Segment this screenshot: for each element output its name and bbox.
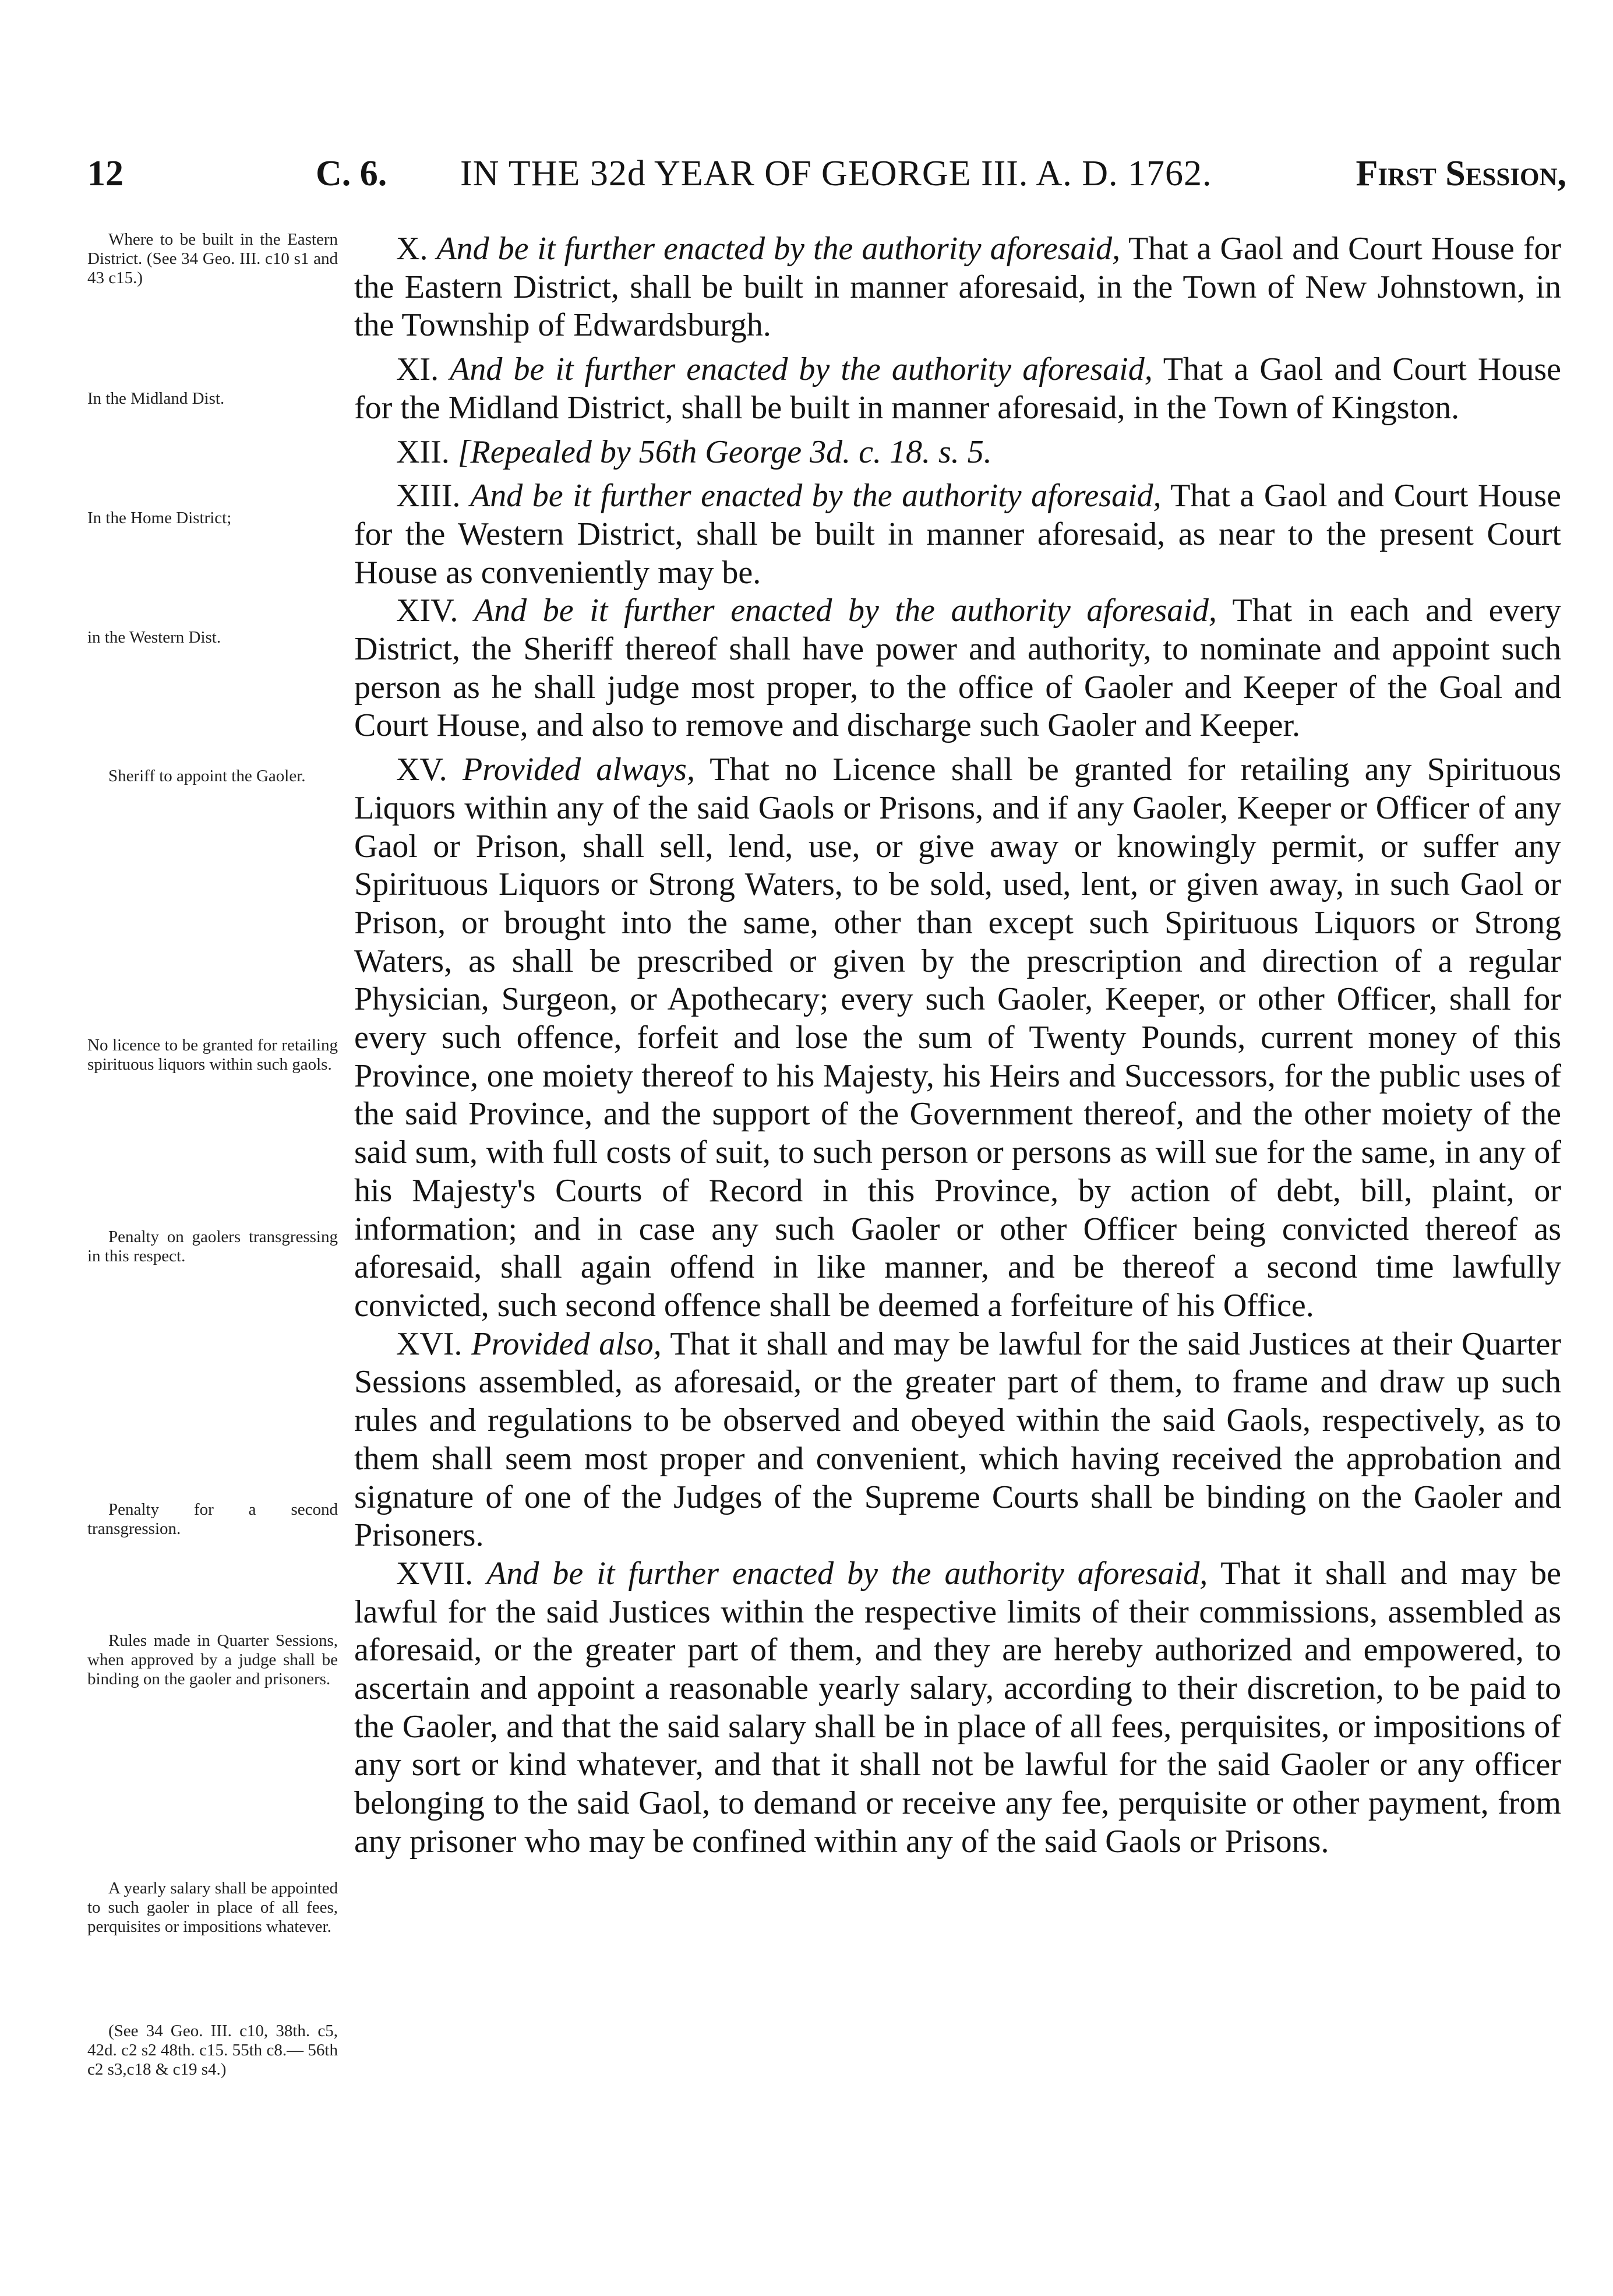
margin-note-eastern: Where to be built in the Eastern District. (See 34 Geo. III. c10 s1 and 43 c15.) [87,230,338,287]
margin-note-licence: No licence to be granted for retailing spirituous liquors within such gaols. [87,1036,338,1074]
margin-note-penalty: Penalty on gaolers transgressing in this respect. [87,1228,338,1265]
margin-note-home: In the Home District; [87,509,232,527]
section-xvii: XVII. And be it further enacted by the authority aforesaid, That it shall and may be lawful for the said Justices within the respective limits of their commissions, assembled as aforesaid, or the greater part of them, and they are hereby authorized and empowered, to ascertain and appoint a reasonable yearly salary, according to their discretion, to be paid to the Gaoler, and that the said salary shall be in place of all fees, perquisites, or impositions of any sort or kind whatever, and that it shall not be lawful for the said Gaoler or any officer belonging to the said Gaol, to demand or receive any fee, perquisite or other payment, from any prisoner who may be confined within any of the said Gaols or Prisons. [354,1555,1561,1860]
margin-note-second-penalty: Penalty for a second transgression. [87,1500,338,1538]
section-xii: XII. [Repealed by 56th George 3d. c. 18. s. 5. [396,433,992,470]
margin-note-sheriff: Sheriff to appoint the Gaoler. [108,767,306,785]
section-xiv: XIV. And be it further enacted by the authority aforesaid, That in each and every District, the Sheriff thereof shall have power and authority, to nominate and appoint such person as he shall judge most proper, to the office of Gaoler and Keeper of the Goal and Court House, and also to remove and discharge such Gaoler and Keeper. [354,592,1562,744]
chapter-label: C. 6. [316,154,387,193]
main-text [354,230,1561,1861]
margin-note-western: in the Western Dist. [87,628,221,647]
session-label: First Session, [1356,154,1566,193]
margin-note-salary: A yearly salary shall be appointed to such gaoler in place of all fees, perquisites or impositions whatever. [87,1879,338,1936]
running-header [87,150,1566,203]
margin-note-midland: In the Midland Dist. [87,389,225,408]
section-xv: XV. Provided always, That no Licence shall be granted for retailing any Spirituous Liquors within any of the said Gaols or Prisons, and if any Gaoler, Keeper or Officer of any Gaol or Prison, shall sell, lend, use, or give away or knowingly permit, or suffer any Spirituous Liquors or Strong Waters, to be sold, used, lent, or given away, in such Gaol or Prison, or brought into the same, other than except such Spirituous Liquors or Strong Waters, as shall be prescribed or given by the prescription and direction of a regular Physician, Surgeon, or Apothecary; every such Gaoler, Keeper, or other Officer, shall for every such offence, forfeit and lose the sum of Twenty Pounds, current money of this Province, one moiety thereof to his Majesty, his Heirs and Successors, for the public uses of the said Province, and the support of the Government thereof, and the other moiety of the said sum, with full costs of suit, to such person or persons as will sue for the same, in any of his Majesty's Courts of Record in this Province, by action of debt, bill, plaint, or information; and in case any such Gaoler or other Officer being convicted thereof as aforesaid, shall again offend in like manner, and be thereof a second time lawfully convicted, such second offence shall be deemed a forfeiture of his Office. [354,752,1562,1324]
section-xvi: XVI. Provided also, That it shall and may be lawful for the said Justices at their Quarter Sessions assembled, as aforesaid, or the greater part of them, to frame and draw up such rules and regulations to be observed and obeyed within the said Gaols, respectively, as to them shall seem most proper and convenient, which having received the approbation and signature of one of the Judges of the Supreme Courts shall be binding on the Gaoler and Prisoners. [354,1325,1562,1554]
header-title: IN THE 32d YEAR OF GEORGE III. A. D. 1762. [460,154,1212,193]
section-x: X. And be it further enacted by the authority aforesaid, That a Gaol and Court House for the Eastern District, shall be built in manner aforesaid, in the Town of New Johnstown, in the Township of Edwardsburgh. [354,231,1561,344]
margin-note-references: (See 34 Geo. III. c10, 38th. c5, 42d. c2 s2 48th. c15. 55th c8.— 56th c2 s3,c18 & c19 s4.) [87,2022,338,2079]
section-xi: XI. And be it further enacted by the authority aforesaid, That a Gaol and Court House for the Midland District, shall be built in manner aforesaid, in the Town of Kingston. [354,351,1562,426]
page-number: 12 [87,154,123,193]
section-xiii: XIII. And be it further enacted by the authority aforesaid, That a Gaol and Court House for the Western District, shall be built in manner aforesaid, as near to the present Court House as conveniently may be. [354,478,1561,591]
margin-note-rules: Rules made in Quarter Sessions, when approved by a judge shall be binding on the gaoler and prisoners. [87,1631,338,1688]
